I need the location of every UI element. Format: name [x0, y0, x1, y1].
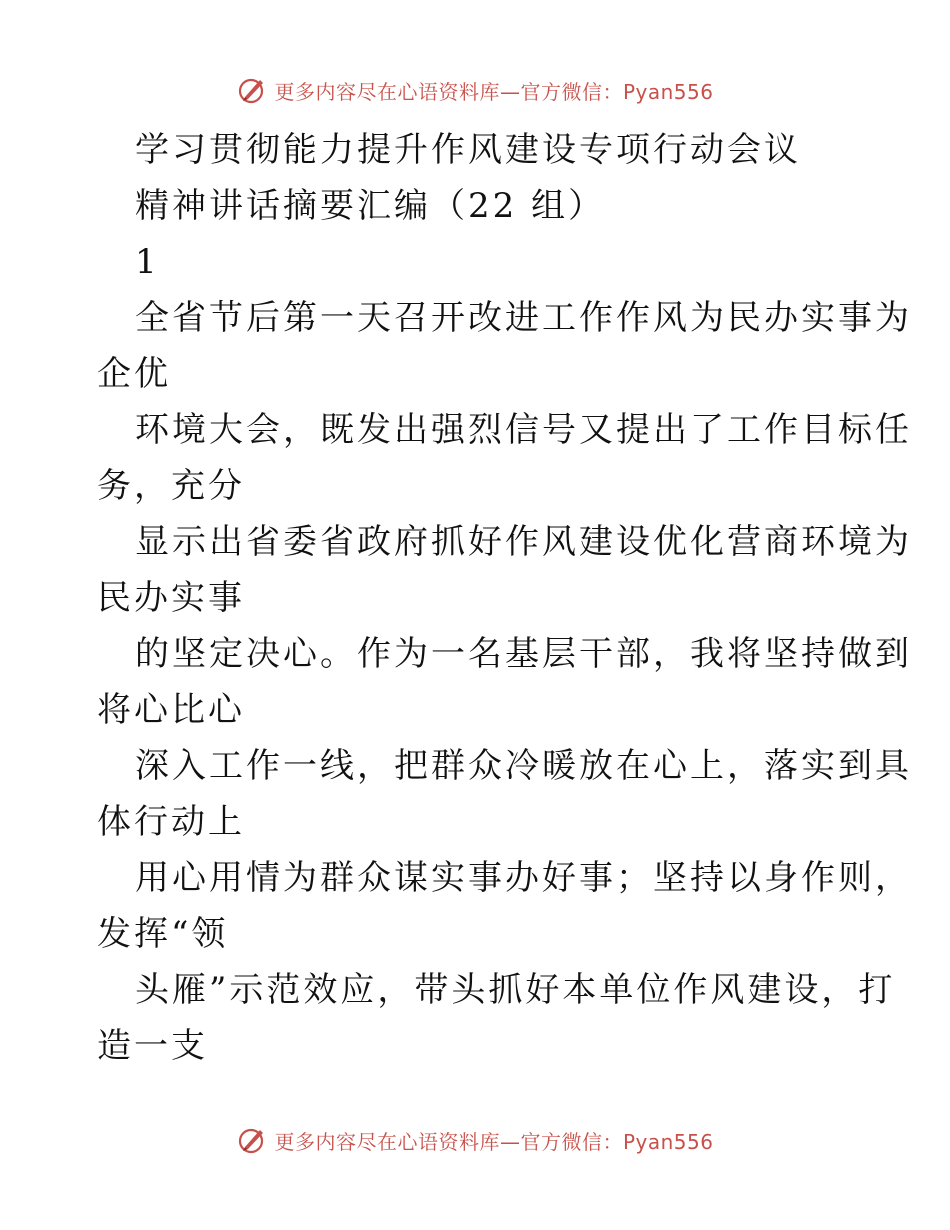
text-line: 造一支 [97, 1026, 208, 1066]
text-line: 环境大会，既发出强烈信号又提出了工作目标任 [135, 410, 912, 450]
header-watermark [0, 70, 950, 110]
watermark-text: 更多内容尽在心语资料库—官方微信：Pyan556 [274, 1129, 714, 1154]
text-line: 用心用情为群众谋实事办好事；坚持以身作则， [135, 858, 912, 898]
text-line: 发挥“领 [97, 914, 229, 954]
text-line: 企优 [97, 354, 171, 394]
text-line: 显示出省委省政府抓好作风建设优化营商环境为 [135, 522, 912, 562]
text-line: 1 [135, 242, 160, 282]
text-line: 学习贯彻能力提升作风建设专项行动会议 [135, 130, 801, 170]
text-line: 将心比心 [97, 690, 245, 730]
watermark-text: 更多内容尽在心语资料库—官方微信：Pyan556 [274, 79, 714, 104]
quill-pen-icon [236, 74, 268, 106]
quill-pen-icon [236, 1124, 268, 1156]
footer-watermark [0, 1120, 950, 1160]
text-line: 体行动上 [97, 802, 245, 842]
text-line: 的坚定决心。作为一名基层干部，我将坚持做到 [135, 634, 912, 674]
text-line: 务，充分 [97, 466, 245, 506]
text-line: 民办实事 [97, 578, 245, 618]
text-line: 头雁”示范效应，带头抓好本单位作风建设，打 [135, 970, 896, 1010]
text-line: 深入工作一线，把群众冷暖放在心上，落实到具 [135, 746, 912, 786]
text-line: 精神讲话摘要汇编（22 组） [135, 186, 606, 226]
text-line: 全省节后第一天召开改进工作作风为民办实事为 [135, 298, 912, 338]
document-body [97, 122, 912, 1074]
